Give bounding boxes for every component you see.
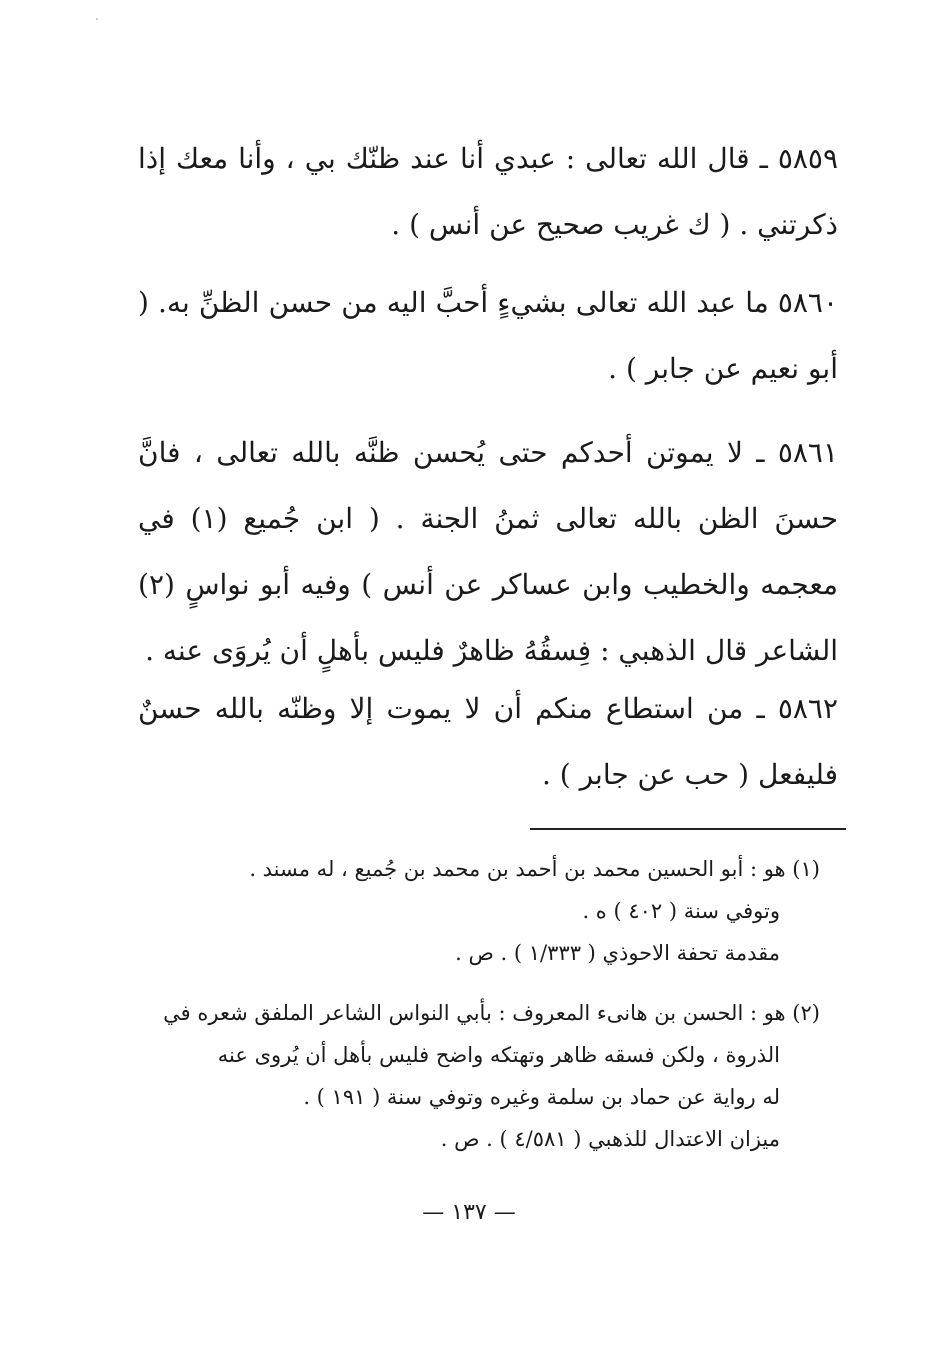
- hadith-text: ٥٨٥٩ ـ قال الله تعالى : عبدي أنا عند ظنّك بي ، وأنا معك إذا ذكرتني . ( ك غريب صحيح عن أنس ) .: [138, 142, 838, 241]
- footnote-separator: [530, 828, 846, 830]
- footnote-1: [130, 848, 820, 974]
- footnote-line: الذروة ، ولكن فسقه ظاهر وتهتكه واضح فليس بأهل أن يُروى عنه: [217, 1043, 780, 1067]
- hadith-5861: [138, 420, 838, 684]
- hadith-5862: [138, 676, 838, 808]
- footnote-line: مقدمة تحفة الاحوذي ( ١/٣٣٣ ) . ص .: [455, 941, 780, 965]
- footnote-line: ميزان الاعتدال للذهبي ( ٤/٥٨١ ) . ص .: [440, 1127, 780, 1151]
- page-number: — ١٣٧ —: [422, 1200, 516, 1225]
- hadith-5859: [138, 126, 838, 258]
- hadith-text: ٥٨٦٠ ما عبد الله تعالى بشيءٍ أحبَّ اليه من حسن الظنِّ به. ( أبو نعيم عن جابر ) .: [138, 286, 838, 385]
- footnote-line: (٢) هو : الحسن بن هانىء المعروف : بأبي النواس الشاعر الملفق شعره في: [163, 1001, 820, 1025]
- hadith-5860: [138, 270, 838, 402]
- footnote-line: وتوفي سنة ( ٤٠٢ ) ه .: [582, 899, 780, 923]
- scan-speck: [96, 18, 98, 20]
- footnote-2: [130, 992, 820, 1160]
- hadith-text: ٥٨٦١ ـ لا يموتن أحدكم حتى يُحسن ظنَّه بالله تعالى ، فانَّ حسنَ الظن بالله تعالى ثمنُ الجنة . ( ابن جُميع (١) في معجمه والخطيب وابن عساكر عن أنس ) وفيه أبو نواسٍ (٢) الشاعر قال الذهبي : فِسقُهُ ظاهرٌ فليس بأهلٍ أن يُروَى عنه .: [138, 436, 838, 667]
- hadith-text: ٥٨٦٢ ـ من استطاع منكم أن لا يموت إلا وظنّه بالله حسنٌ فليفعل ( حب عن جابر ) .: [138, 692, 838, 791]
- footnote-line: (١) هو : أبو الحسين محمد بن أحمد بن محمد بن جُميع ، له مسند .: [249, 857, 820, 881]
- footnote-line: له رواية عن حماد بن سلمة وغيره وتوفي سنة ( ١٩١ ) .: [303, 1085, 780, 1109]
